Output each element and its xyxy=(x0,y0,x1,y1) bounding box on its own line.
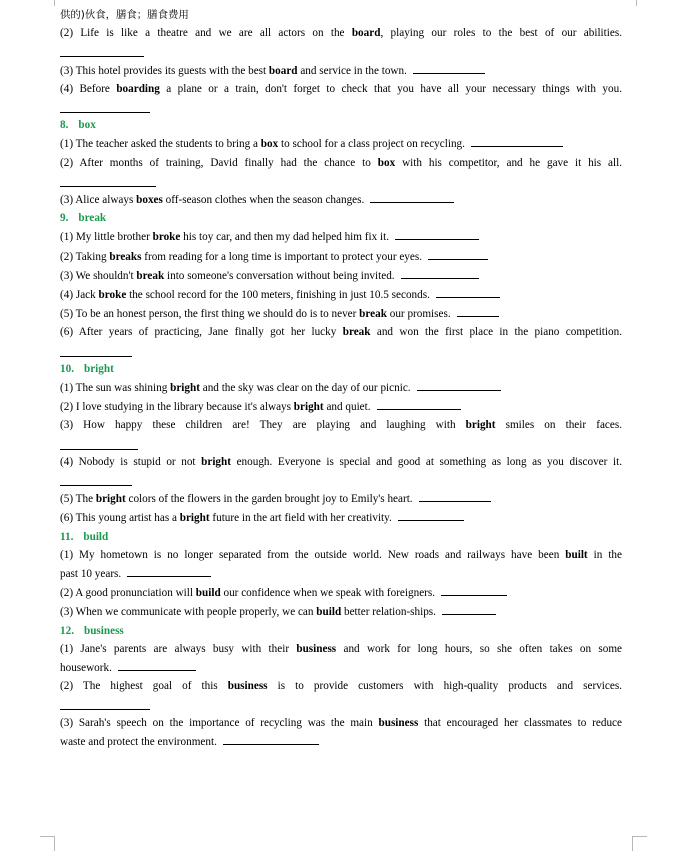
text-run: waste and protect the environment. xyxy=(60,735,217,748)
keyword: break xyxy=(359,308,387,321)
section-heading xyxy=(60,360,622,378)
sentence-line xyxy=(60,154,622,172)
answer-blank[interactable] xyxy=(60,697,150,710)
keyword: business xyxy=(378,716,419,729)
keyword: bright xyxy=(293,401,324,414)
sentence-line xyxy=(60,285,622,304)
keyword: bright xyxy=(201,455,231,468)
answer-blank[interactable] xyxy=(60,44,144,57)
answer-blank-line xyxy=(60,172,622,190)
section-heading xyxy=(60,116,622,134)
sentence-line xyxy=(60,190,622,209)
text-run: into someone's conversation without being invited. xyxy=(164,269,395,282)
text-run: that encouraged her classmates to reduce xyxy=(418,716,622,729)
text-run: (1) The sun was shining xyxy=(60,382,171,394)
text-run: off-season clothes when the season changes. xyxy=(162,193,365,206)
sentence-line xyxy=(60,453,622,471)
answer-blank-line xyxy=(60,471,622,489)
headword: business xyxy=(83,624,124,637)
answer-blank[interactable] xyxy=(370,190,454,203)
page-corner-mark xyxy=(632,836,647,851)
section-number: 8. xyxy=(60,119,69,132)
sentence-line xyxy=(60,489,622,508)
keyword: board xyxy=(351,27,381,40)
text-run: (2) The highest goal of this xyxy=(60,680,228,693)
answer-blank[interactable] xyxy=(60,473,132,486)
text-run: is to provide customers with high-quality products and services. xyxy=(267,680,622,693)
section-number: 10. xyxy=(60,362,74,375)
answer-blank[interactable] xyxy=(60,100,150,113)
sentence-line xyxy=(60,134,622,153)
keyword: build xyxy=(316,606,342,619)
answer-blank[interactable] xyxy=(60,344,132,357)
keyword: break xyxy=(342,326,371,339)
section-number: 9. xyxy=(60,212,69,225)
answer-blank[interactable] xyxy=(413,61,485,74)
text-run: (3) When we communicate with people properly, we can xyxy=(60,606,317,619)
text-run: future in the art field with her creativity. xyxy=(209,512,392,525)
answer-blank[interactable] xyxy=(401,266,479,279)
answer-blank[interactable] xyxy=(417,378,501,391)
text-run: (3) Alice always xyxy=(60,193,137,206)
text-run: and won the first place in the piano competition. xyxy=(370,326,622,339)
text-run: (2) Taking xyxy=(60,250,110,263)
keyword: board xyxy=(268,64,298,77)
sentence-line xyxy=(60,546,622,564)
answer-blank-line xyxy=(60,435,622,453)
answer-blank[interactable] xyxy=(377,397,461,410)
section-heading xyxy=(60,209,622,227)
page-corner-mark xyxy=(40,836,55,851)
sentence-line xyxy=(60,583,622,602)
answer-blank[interactable] xyxy=(441,583,507,596)
sentence-line xyxy=(60,658,622,677)
page-corner-mark xyxy=(40,0,55,6)
section-heading xyxy=(60,622,622,640)
text-run: colors of the flowers in the garden brought joy to Emily's heart. xyxy=(125,493,413,506)
headword: bright xyxy=(83,362,114,375)
text-run: enough. Everyone is special and good at something as long as you discover it. xyxy=(230,455,622,468)
text-run: in the xyxy=(587,548,622,561)
headword: box xyxy=(78,119,96,132)
text-run: (3) This hotel provides its guests with the best xyxy=(60,64,269,77)
answer-blank[interactable] xyxy=(395,227,479,240)
keyword: bright xyxy=(95,493,126,506)
text-run: a plane or a train, don't forget to check that you have all your necessary things with you. xyxy=(159,82,622,95)
answer-blank[interactable] xyxy=(442,602,496,615)
keyword: break xyxy=(136,269,165,282)
text-run: housework. xyxy=(60,662,112,675)
document-body xyxy=(60,6,622,751)
text-run: from reading for a long time is important to protect your eyes. xyxy=(141,250,423,263)
keyword: bright xyxy=(465,419,496,432)
keyword: broke xyxy=(152,231,181,244)
text-run: his toy car, and then my dad helped him fix it. xyxy=(180,231,390,244)
text-run: with his competitor, and he gave it his all. xyxy=(395,156,622,169)
text-run: (5) To be an honest person, the first thing we should do is to never xyxy=(60,308,360,321)
text-run: (6) This young artist has a xyxy=(60,512,180,525)
text-run: (1) My hometown is no longer separated from the outside world. New roads and railways have been xyxy=(60,548,566,561)
answer-blank[interactable] xyxy=(471,134,563,147)
sentence-line xyxy=(60,732,622,751)
answer-blank[interactable] xyxy=(127,564,211,577)
answer-blank[interactable] xyxy=(60,437,138,450)
keyword: broke xyxy=(98,289,127,301)
text-run: (4) Jack xyxy=(60,289,99,301)
text-run: (2) After months of training, David finally had the chance to xyxy=(60,156,378,169)
text-run: (6) After years of practicing, Jane finally got her lucky xyxy=(60,326,343,339)
keyword: bright xyxy=(179,512,210,525)
keyword: box xyxy=(377,156,396,169)
text-run: and service in the town. xyxy=(297,64,407,77)
answer-blank[interactable] xyxy=(436,285,500,298)
sentence-line xyxy=(60,677,622,695)
sentence-line xyxy=(60,24,622,42)
text-run: past 10 years. xyxy=(60,568,122,580)
text-run: , playing our roles to the best of our abilities. xyxy=(380,27,622,40)
keyword: business xyxy=(296,642,337,655)
sentence-line xyxy=(60,602,622,621)
keyword: business xyxy=(227,680,268,693)
sentence-line xyxy=(60,416,622,434)
sentence-line xyxy=(60,714,622,732)
answer-blank-line xyxy=(60,695,622,713)
keyword: built xyxy=(565,548,588,561)
text-run: and the sky was clear on the day of our picnic. xyxy=(199,382,411,394)
sentence-line xyxy=(60,266,622,285)
text-run: (3) How happy these children are! They are playing and laughing with xyxy=(60,419,466,432)
section-heading xyxy=(60,528,622,546)
answer-blank[interactable] xyxy=(428,247,488,260)
sentence-line xyxy=(60,640,622,658)
text-run: to school for a class project on recycling. xyxy=(278,138,465,151)
keyword: boxes xyxy=(136,193,163,206)
text-run: (3) We shouldn't xyxy=(60,269,137,282)
sentence-line xyxy=(60,80,622,98)
text-run: (4) Before xyxy=(60,82,117,95)
text-run: (5) The xyxy=(60,493,96,506)
answer-blank-line xyxy=(60,98,622,116)
sentence-line xyxy=(60,397,622,416)
answer-blank[interactable] xyxy=(457,304,499,317)
text-run: (4) Nobody is stupid or not xyxy=(60,455,202,468)
text-run: smiles on their faces. xyxy=(495,419,622,432)
sentence-line xyxy=(60,323,622,341)
text-run: the school record for the 100 meters, finishing in just 10.5 seconds. xyxy=(126,289,430,301)
sentence-line xyxy=(60,227,622,246)
answer-blank-line xyxy=(60,342,622,360)
keyword: bright xyxy=(170,382,200,394)
sentence-line xyxy=(60,378,622,397)
answer-blank[interactable] xyxy=(118,658,196,671)
text-run: (3) Sarah's speech on the importance of recycling was the main xyxy=(60,716,379,729)
text-run: (1) Jane's parents are always busy with their xyxy=(60,642,297,655)
text-run: and work for long hours, so she often takes on some xyxy=(336,642,622,655)
section-number: 11. xyxy=(60,530,74,543)
sentence-line xyxy=(60,304,622,323)
sentence-line xyxy=(60,247,622,266)
keyword: boarding xyxy=(116,82,160,95)
keyword: build xyxy=(195,587,221,600)
sentence-line xyxy=(60,508,622,527)
answer-blank[interactable] xyxy=(60,174,156,187)
sentence-line xyxy=(60,61,622,80)
answer-blank[interactable] xyxy=(398,508,464,521)
headword: break xyxy=(78,212,107,225)
text-run: (2) Life is like a theatre and we are all actors on the xyxy=(60,27,352,40)
headword: build xyxy=(83,530,109,543)
continuation-line: 供的)伙食，膳食；膳食费用 xyxy=(60,9,189,21)
text-run: better relation-ships. xyxy=(341,606,436,619)
text-run: our confidence when we speak with foreigners. xyxy=(220,587,436,600)
page-corner-mark xyxy=(636,0,651,6)
keyword: box xyxy=(260,138,279,151)
text-run: (2) I love studying in the library because it's always xyxy=(60,401,294,414)
answer-blank[interactable] xyxy=(419,489,491,502)
answer-blank[interactable] xyxy=(223,732,319,745)
section-number: 12. xyxy=(60,624,74,637)
answer-blank-line xyxy=(60,42,622,60)
text-run: (1) My little brother xyxy=(60,231,153,244)
text-run: (1) The teacher asked the students to bring a xyxy=(60,138,261,151)
text-run: (2) A good pronunciation will xyxy=(60,587,196,600)
text-run: our promises. xyxy=(386,308,451,321)
sentence-line xyxy=(60,564,622,583)
keyword: breaks xyxy=(109,250,142,263)
text-run: and quiet. xyxy=(323,401,371,414)
